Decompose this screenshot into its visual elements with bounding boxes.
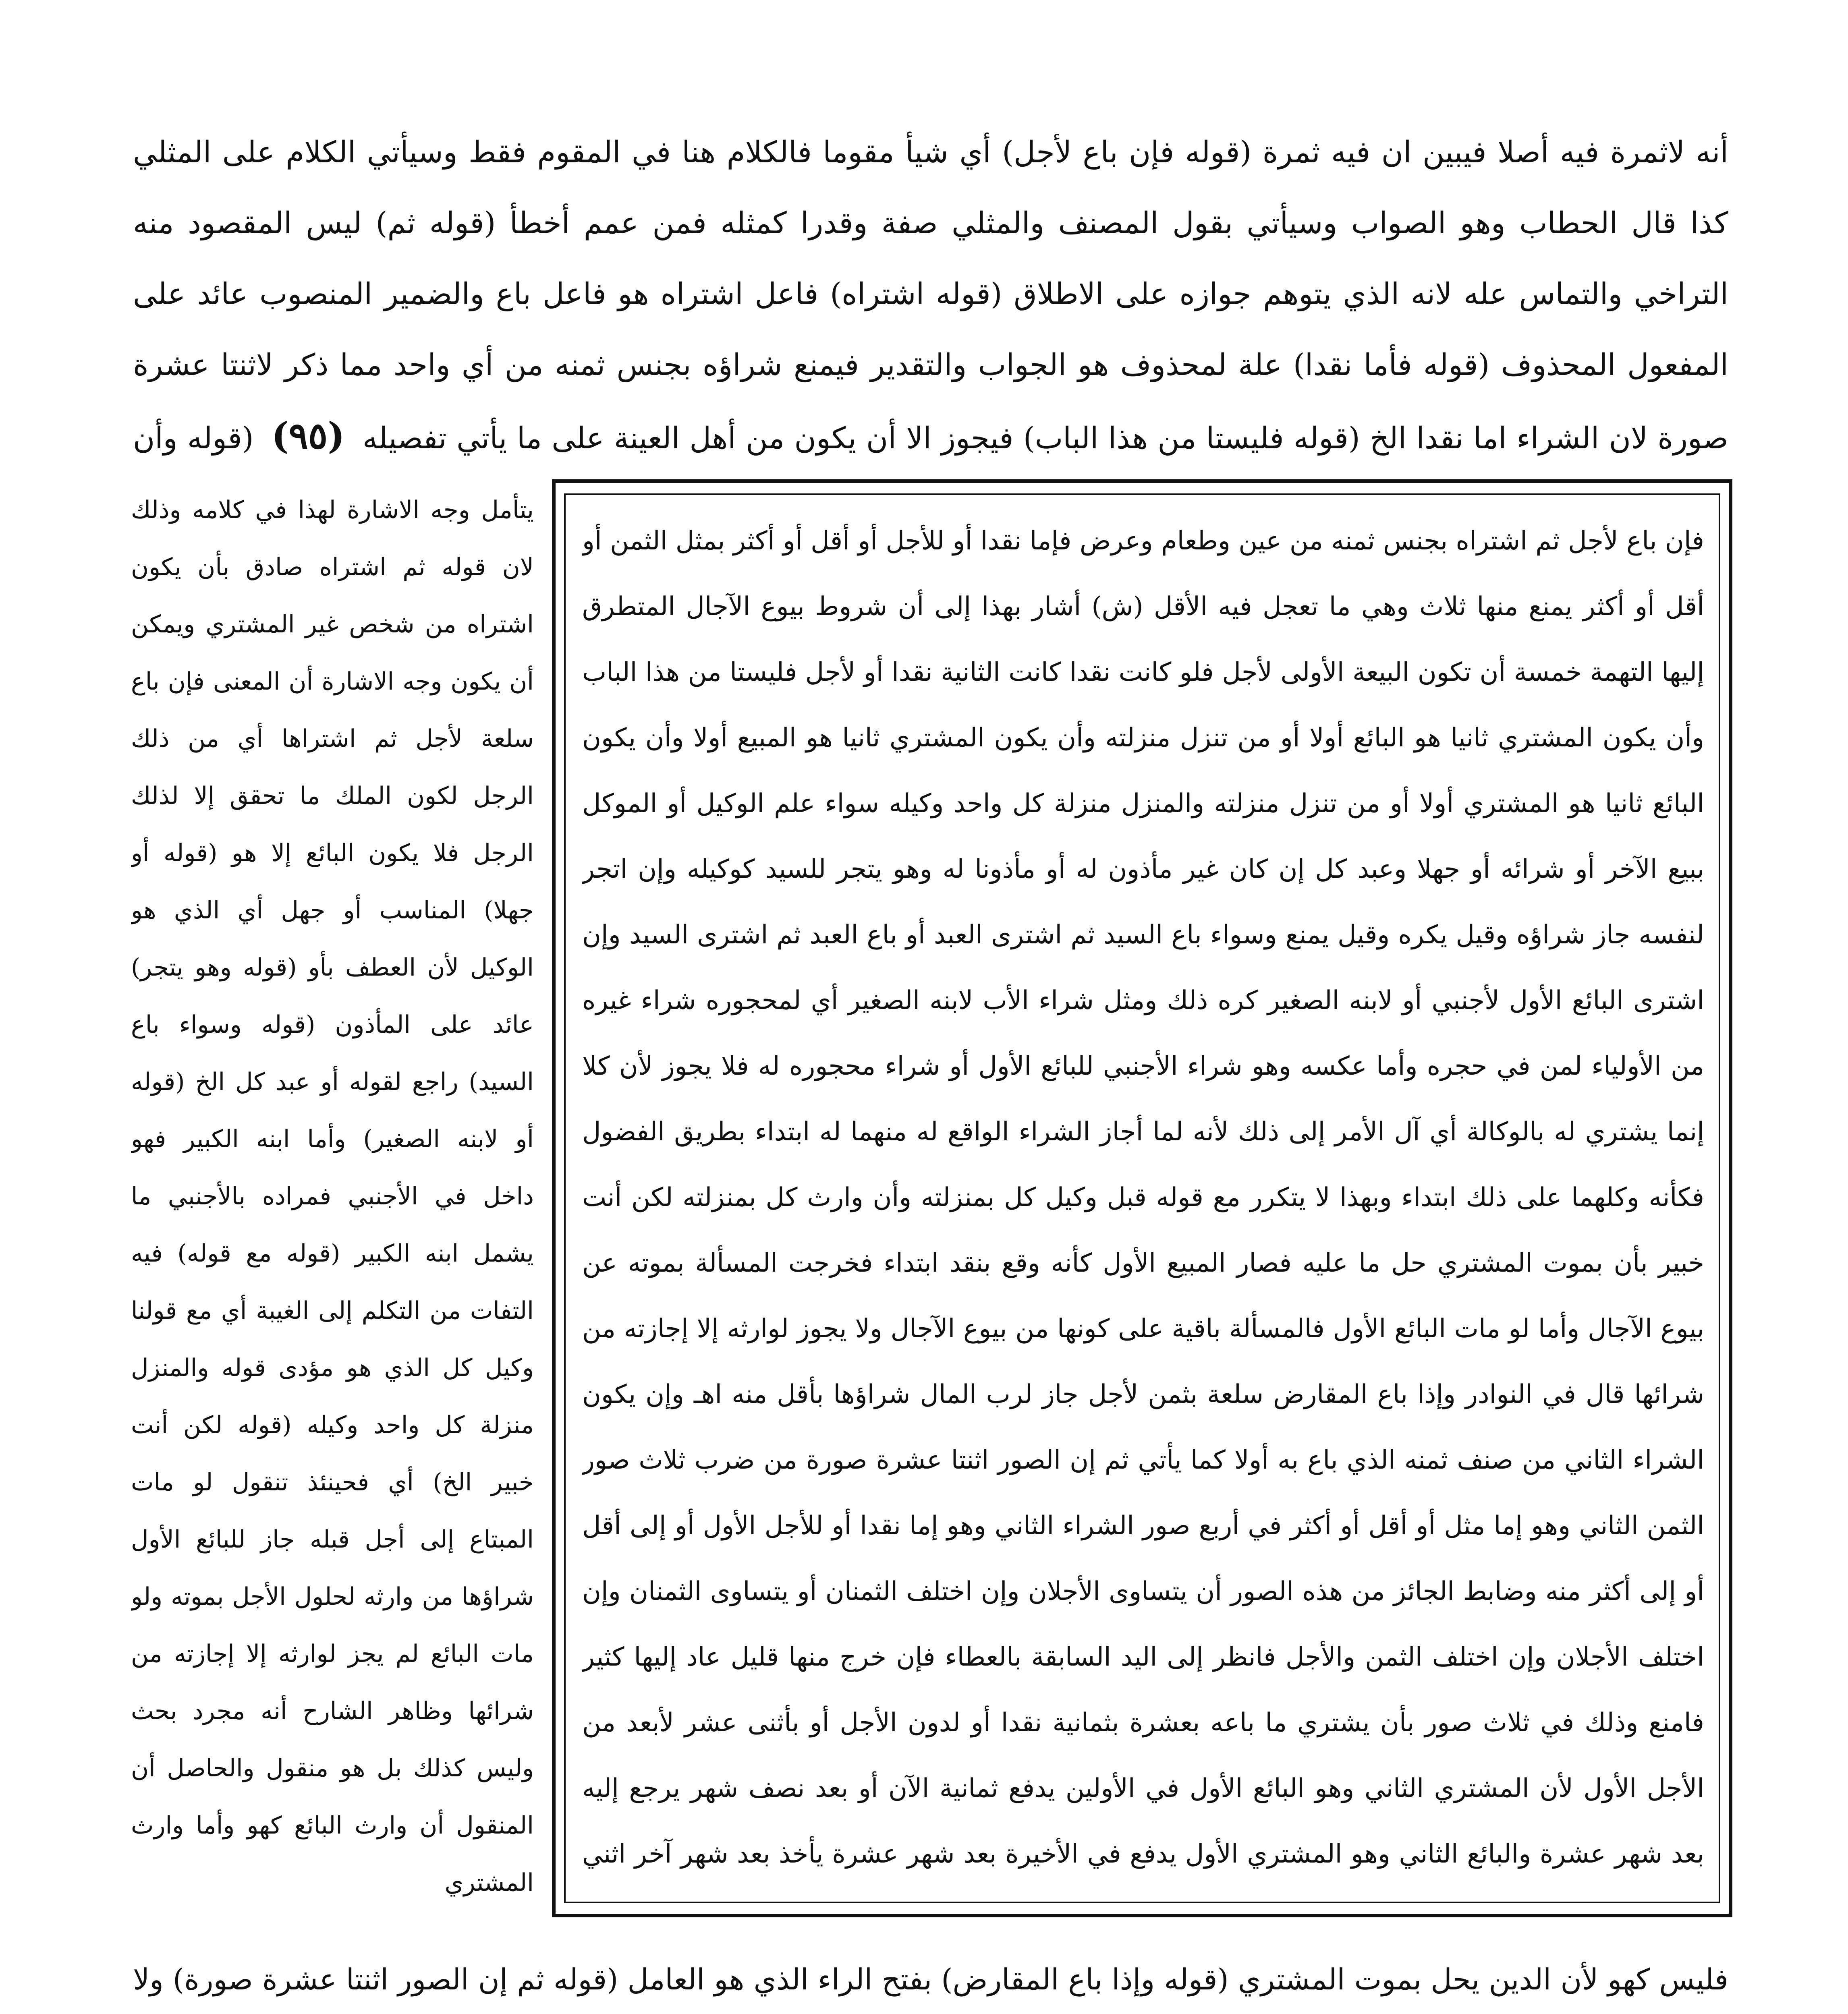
side-commentary-text: يتأمل وجه الاشارة لهذا في كلامه وذلك لان قوله ثم اشتراه صادق بأن يكون اشتراه من شخص غير المشتري ويمكن أن يكون وجه الاشارة أن المعنى فإن باع سلعة لأجل ثم اشتراها أي من ذلك الرجل لكون الملك ما تحقق إلا لذلك الرجل فلا يكون البائع إلا هو (قوله أو جهلا) المناسب أو جهل أي الذي هو الوكيل لأن العطف بأو (قوله وهو يتجر) عائد على المأذون (قوله وسواء باع السيد) راجع لقوله أو عبد كل الخ (قوله أو لابنه الصغير) وأما ابنه الكبير فهو داخل في الأجنبي فمراده بالأجنبي ما يشمل ابنه الكبير (قوله مع قوله) فيه التفات من التكلم إلى الغيبة أي مع قولنا وكيل كل الذي هو مؤدى قوله والمنزل منزلة كل واحد وكيله (قوله لكن أنت خبير الخ) أي فحينئذ تنقول لو مات المبتاع إلى أجل قبله جاز للبائع الأول شراؤها من وارثه لحلول الأجل بموته ولو مات البائع لم يجز لوارثه إلا إجازته من شرائها وظاهر الشارح أنه مجرد بحث وليس كذلك بل هو منقول والحاصل أن المنقول أن وارث البائع كهو وأما وارث المشتري <box>131 496 534 1897</box>
bottom-commentary-text: فليس كهو لأن الدين يحل بموت المشتري (قوله وإذا باع المقارض) بفتح الراء الذي هو العامل (قوله ثم إن الصور اثنتا عشرة صورة) ولا <box>133 1962 1728 1996</box>
main-text-body: فإن باع لأجل ثم اشتراه بجنس ثمنه من عين وطعام وعرض فإما نقدا أو للأجل أو أقل أو أكثر بمثل الثمن أو أقل أو أكثر يمنع منها ثلاث وهي ما تعجل فيه الأقل (ش) أشار بهذا إلى أن شروط بيوع الآجال المتطرق إليها التهمة خمسة أن تكون البيعة الأولى لأجل فلو كانت نقدا كانت الثانية نقدا أو لأجل فليستا من هذا الباب وأن يكون المشتري ثانيا هو البائع أولا أو من تنزل منزلته وأن يكون المشتري ثانيا هو المبيع أولا وأن يكون البائع ثانيا هو المشتري أولا أو من تنزل منزلته والمنزل منزلة كل واحد وكيله سواء علم الوكيل أو الموكل ببيع الآخر أو شرائه أو جهلا وعبد كل إن كان غير مأذون له أو مأذونا له وهو يتجر للسيد كوكيله وإن اتجر لنفسه جاز شراؤه وقيل يكره وقيل يمنع وسواء باع السيد ثم اشترى العبد أو باع العبد ثم اشترى السيد وإن اشترى البائع الأول لأجنبي أو لابنه الصغير كره ذلك ومثل شراء الأب لابنه الصغير أي لمحجوره شراء غيره من الأولياء لمن في حجره وأما عكسه وهو شراء الأجنبي للبائع الأول أو شراء محجوره له فلا يجوز لأن كلا إنما يشتري له بالوكالة أي آل الأمر إلى ذلك لأنه لما أجاز الشراء الواقع له منهما له ابتداء بطريق الفضول فكأنه وكلهما على ذلك ابتداء وبهذا لا يتكرر مع قوله قبل وكيل كل بمنزلته وأن وارث كل بمنزلته لكن أنت خبير بأن بموت المشتري حل ما عليه فصار المبيع الأول كأنه وقع بنقد ابتداء فخرجت المسألة بموته عن بيوع الآجال وأما لو مات البائع الأول فالمسألة باقية على كونها من بيوع الآجال ولا يجوز لوارثه إلا إجازته من شرائها قال في النوادر وإذا باع المقارض سلعة بثمن لأجل جاز لرب المال شراؤها بأقل منه اهـ وإن يكون الشراء الثاني من صنف ثمنه الذي باع به أولا كما يأتي ثم إن الصور اثنتا عشرة صورة من ضرب ثلاث صور الثمن الثاني وهو إما مثل أو أقل أو أكثر في أربع صور الشراء الثاني وهو إما نقدا أو للأجل الأول أو إلى أقل أو إلى أكثر منه وضابط الجائز من هذه الصور أن يتساوى الأجلان وإن اختلف الثمنان أو يتساوى الثمنان وإن اختلف الأجلان وإن اختلف الثمن والأجل فانظر إلى اليد السابقة بالعطاء فإن خرج منها قليل عاد إليها كثير فامنع وذلك في ثلاث صور بأن يشتري ما باعه بعشرة بثمانية نقدا أو لدون الأجل أو بأثنى عشر لأبعد من الأجل الأول لأن المشتري الثاني وهو البائع الأول في الأولين يدفع ثمانية الآن أو بعد نصف شهر يرجع إليه بعد شهر عشرة والبائع الثاني وهو المشتري الأول يدفع في الأخيرة بعد شهر عشرة يأخذ بعد شهر آخر اثني <box>582 526 1704 1869</box>
bottom-commentary <box>133 1941 1728 2014</box>
side-commentary <box>131 481 534 1919</box>
top-commentary-text: أنه لاثمرة فيه أصلا فيبين ان فيه ثمرة (قوله فإن باع لأجل) أي شيأ مقوما فالكلام هنا في المقوم فقط وسيأتي الكلام على المثلي كذا قال الحطاب وهو الصواب وسيأتي بقول المصنف والمثلي صفة وقدرا كمثله فمن عمم أخطأ (قوله ثم) ليس المقصود منه التراخي والتماس عله لانه الذي يتوهم جوازه على الاطلاق (قوله اشتراه) فاعل اشتراه هو فاعل باع والضمير المنصوب عائد على المفعول المحذوف (قوله فأما نقدا) علة لمحذوف هو الجواب والتقدير فيمنع شراؤه بجنس ثمنه من أي واحد مما ذكر لاثنتا عشرة صورة لان الشراء اما نقدا الخ (قوله فليستا من هذا الباب) فيجوز الا أن يكون من أهل العينة على ما يأتي تفصيله <box>133 135 1728 456</box>
main-text <box>582 508 1704 1894</box>
page-number: (٩٥) <box>271 414 345 457</box>
top-commentary <box>133 117 1728 471</box>
top-commentary-tail: (قوله وأن <box>133 421 254 456</box>
